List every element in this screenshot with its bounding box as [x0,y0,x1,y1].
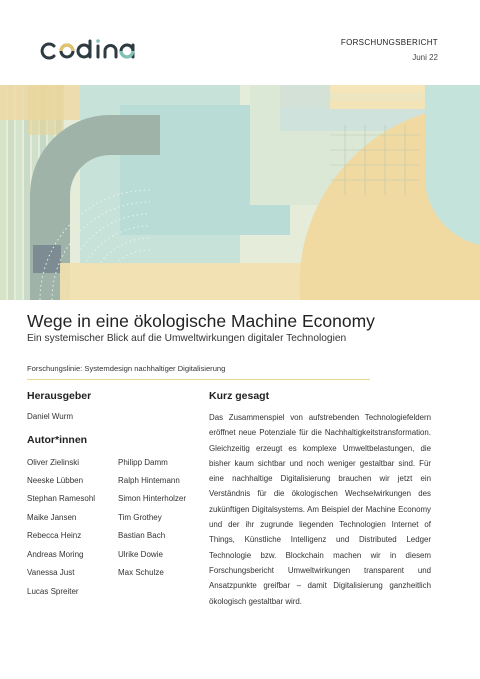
author-name: Oliver Zielinski [27,458,80,467]
author-name: Andreas Moring [27,550,84,559]
author-name: Lucas Spreiter [27,587,79,596]
author-name: Simon Hinterholzer [118,494,187,503]
hero-graphic [0,85,480,300]
logo-wordmark: codina [40,36,43,37]
author-name: Ulrike Dowie [118,550,163,559]
codina-logo [40,36,140,66]
editor-heading: Herausgeber [27,390,92,402]
author-name: Philipp Damm [118,458,168,467]
author-name: Ralph Hintemann [118,476,180,485]
author-name: Stephan Ramesohl [27,494,96,503]
authors-heading: Autor*innen [27,434,88,446]
author-name: Neeske Lübben [27,476,84,485]
research-line: Forschungslinie: Systemdesign nachhaltiger Digitalisierung [27,364,226,373]
summary-text: Das Zusammenspiel von aufstrebenden Technologiefeldern eröffnet neue Potenziale für die Nachhaltigkeitstransformation. Gleichzeitig erzeugt es komplexe Umweltbelastungen, die bisher kaum sichtbar und noch weniger gestaltbar sind. Für eine nachhaltige Digitalisierung brauchen wir jetzt ein Verständnis für die ökologischen Wechselwirkungen des zukünftigen Digitalsystems. Am Beispiel der Machine Economy und der ihr zugrunde liegenden Technologien Internet of Things, Künstliche Intelligenz und Distributed Ledger Technologie bzw. Blockchain machen wir in diesem Forschungsbericht Umweltwirkungen transparent und Ansatzpunkte greifbar – damit Digitalisierung ganzheitlich ökologisch gestaltbar wird. [209,413,431,606]
page-subtitle: Ein systemischer Blick auf die Umweltwirkungen digitaler Technologien [27,333,347,344]
report-type: FORSCHUNGSBERICHT [340,38,438,47]
divider [27,379,370,380]
author-name: Rebecca Heinz [27,531,82,540]
summary-heading: Kurz gesagt [209,390,270,402]
page-title: Wege in eine ökologische Machine Economy [27,311,375,331]
author-name: Bastian Bach [118,531,166,540]
author-name: Vanessa Just [27,568,75,577]
editor-name: Daniel Wurm [27,412,74,421]
author-name: Tim Grothey [118,513,162,522]
author-name: Maike Jansen [27,513,77,522]
report-date: Juni 22 [412,53,438,62]
author-name: Max Schulze [118,568,164,577]
